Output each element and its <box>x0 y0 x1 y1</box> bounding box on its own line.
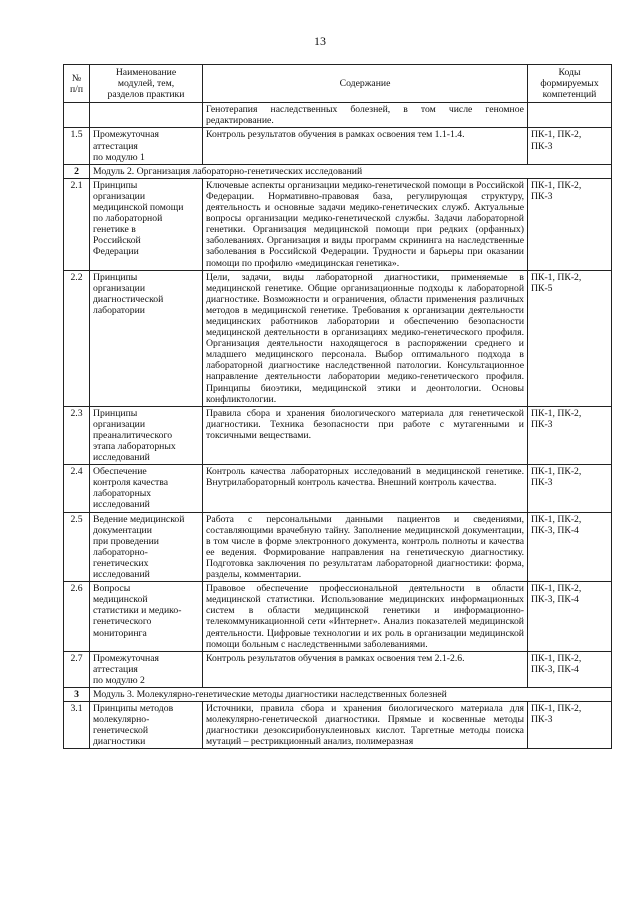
table-row <box>64 582 612 652</box>
topic-name: Принципы организации медицинской помощи по лабораторной генетике в Российской Федерации <box>90 178 203 270</box>
module-title: Модуль 3. Молекулярно-генетические методы диагностики наследственных болезней <box>90 687 612 701</box>
competence-codes: ПК-1, ПК-2, ПК-5 <box>528 270 612 406</box>
topic-content: Контроль качества лабораторных исследований в медицинской генетике. Внутрилабораторный контроль качества. Внешний контроль качества. <box>203 465 528 512</box>
competence-codes: ПК-1, ПК-2, ПК-3 <box>528 406 612 464</box>
topic-name: Вопросы медицинской статистики и медико- генетического мониторинга <box>90 582 203 652</box>
header-num: № п/п <box>64 65 90 103</box>
topic-number: 2.1 <box>64 178 90 270</box>
topic-content: Правовое обеспечение профессиональной деятельности в области медицинской статистики. Использование медицинских информационных систем в области медицинской генетики и информационно-телекоммуникационной сети «Интернет». Анализ показателей медицинской деятельности. Цифровые технологии и их роль в организации медицинской помощи больным с наследственными заболеваниями. <box>203 582 528 652</box>
header-codes: Коды формируемых компетенций <box>528 65 612 103</box>
table-row <box>64 651 612 687</box>
topic-name: Принципы организации преаналитического этапа лабораторных исследований <box>90 406 203 464</box>
module-row <box>64 164 612 178</box>
topic-content: Ключевые аспекты организации медико-генетической помощи в Российской Федерации. Нормативно-правовая база, регулирующая структуру, деятельность и основные задачи медико-генетических служб. Актуальные вопросы организации медико-генетической службы. Задачи лабораторной генетики. Организация медицинской помощи при редких (орфанных) заболеваниях. Организация и виды программ скрининга на наследственные заболевания в Российской Федерации. Трудности и барьеры при оказании помощи по профилю «медицинская генетика». <box>203 178 528 270</box>
topic-content: Цели, задачи, виды лабораторной диагностики, применяемые в медицинской генетике. Общие организационные подходы к лабораторной диагностике. Возможности и ограничения, области применения различных методов в медицинской генетике. Требования к организации деятельности медицинских работников лаборатории и обеспечению безопасности медицинской деятельности в организациях медико-генетического профиля. Организация деятельности находящегося в распоряжении среднего и младшего медицинского персонала. Выбор оптимального подхода в лабораторной диагностике наследственной патологии. Консультационное направление деятельности лаборатории медико-генетического профиля. Принципы биоэтики, медицинской этики и деонтологии. Основы конфликтологии. <box>203 270 528 406</box>
topic-name <box>90 103 203 128</box>
module-row <box>64 687 612 701</box>
competence-codes: ПК-1, ПК-2, ПК-3 <box>528 178 612 270</box>
module-title: Модуль 2. Организация лабораторно-генетических исследований <box>90 164 612 178</box>
module-number: 3 <box>64 687 90 701</box>
topic-name: Принципы организации диагностической лаборатории <box>90 270 203 406</box>
topic-name: Ведение медицинской документации при проведении лабораторно- генетических исследований <box>90 512 203 582</box>
topic-number: 2.7 <box>64 651 90 687</box>
table-row <box>64 406 612 464</box>
table-body <box>64 103 612 749</box>
topic-number: 3.1 <box>64 702 90 749</box>
topic-number: 2.5 <box>64 512 90 582</box>
table-header-row <box>64 65 612 103</box>
topic-name: Обеспечение контроля качества лабораторных исследований <box>90 465 203 512</box>
topic-number: 2.3 <box>64 406 90 464</box>
header-name: Наименование модулей, тем, разделов практики <box>90 65 203 103</box>
topic-content: Источники, правила сбора и хранения биологического материала для молекулярно-генетической диагностики. Прямые и косвенные методы диагностики дезоксирибонуклеиновых кислот. Таргетные методы поиска мутаций – рестрикционный анализ, полимеразная <box>203 702 528 749</box>
header-content: Содержание <box>203 65 528 103</box>
topic-name: Промежуточная аттестация по модулю 2 <box>90 651 203 687</box>
table-row <box>64 270 612 406</box>
competence-codes: ПК-1, ПК-2, ПК-3, ПК-4 <box>528 512 612 582</box>
topic-content: Контроль результатов обучения в рамках освоения тем 1.1-1.4. <box>203 128 528 164</box>
topic-name: Принципы методов молекулярно- генетической диагностики <box>90 702 203 749</box>
table-row <box>64 103 612 128</box>
competence-codes <box>528 103 612 128</box>
topic-number: 2.6 <box>64 582 90 652</box>
topic-number: 2.2 <box>64 270 90 406</box>
competence-codes: ПК-1, ПК-2, ПК-3 <box>528 128 612 164</box>
topic-number <box>64 103 90 128</box>
topic-content: Генотерапия наследственных болезней, в том числе геномное редактирование. <box>203 103 528 128</box>
competence-codes: ПК-1, ПК-2, ПК-3, ПК-4 <box>528 651 612 687</box>
table-row <box>64 512 612 582</box>
topic-number: 1.5 <box>64 128 90 164</box>
topic-content: Правила сбора и хранения биологического материала для генетической диагностики. Техника безопасности при работе с мутагенными и токсичными веществами. <box>203 406 528 464</box>
topic-name: Промежуточная аттестация по модулю 1 <box>90 128 203 164</box>
page-number: 13 <box>314 34 326 48</box>
topic-content: Контроль результатов обучения в рамках освоения тем 2.1-2.6. <box>203 651 528 687</box>
competence-codes: ПК-1, ПК-2, ПК-3 <box>528 702 612 749</box>
table-row <box>64 465 612 512</box>
competence-codes: ПК-1, ПК-2, ПК-3, ПК-4 <box>528 582 612 652</box>
table-row <box>64 178 612 270</box>
module-number: 2 <box>64 164 90 178</box>
topic-content: Работа с персональными данными пациентов и сведениями, составляющими врачебную тайну. Заполнение медицинской документации, в том числе в форме электронного документа, контроль полноты и качества ее ведения. Формирование направления на генетическую диагностику. Подготовка заключения по результатам лабораторной диагностики: форма, разделы, комментарии. <box>203 512 528 582</box>
program-table <box>63 64 612 749</box>
table-row <box>64 702 612 749</box>
table-row <box>64 128 612 164</box>
competence-codes: ПК-1, ПК-2, ПК-3 <box>528 465 612 512</box>
topic-number: 2.4 <box>64 465 90 512</box>
